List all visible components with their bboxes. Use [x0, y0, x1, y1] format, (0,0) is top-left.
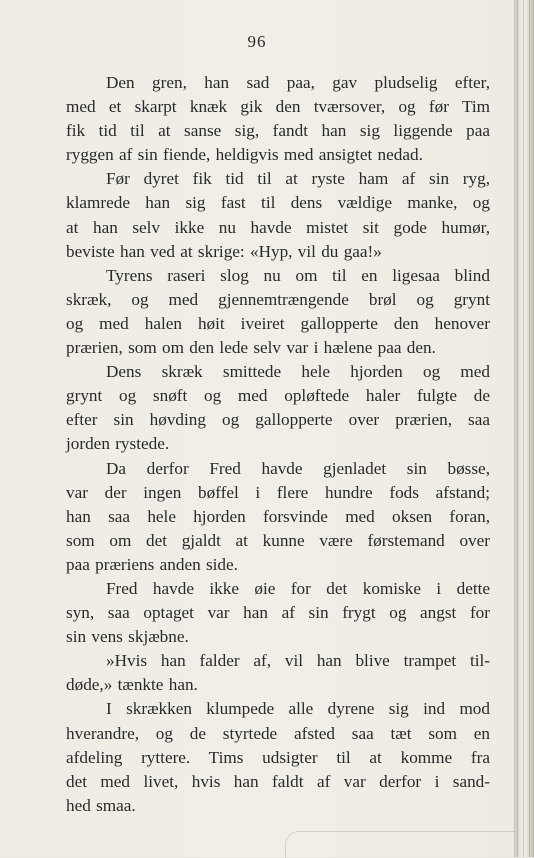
text-line: med et skarpt knæk gik den tværsover, og før Tim — [66, 97, 490, 117]
text-line: Den gren, han sad paa, gav pludselig efter, — [106, 73, 490, 92]
text-line: døde,» tænkte han. — [66, 675, 198, 695]
text-line: hed smaa. — [66, 795, 136, 815]
text-line: og med halen høit iveiret gallopperte den henover — [66, 313, 490, 333]
text-line: at han selv ikke nu havde mistet sit gode humør, — [66, 217, 490, 237]
text-line: det med livet, hvis han faldt af var derfor i sand- — [66, 771, 490, 791]
body-text — [66, 71, 490, 818]
text-line: skræk, og med gjennemtrængende brøl og grynt — [66, 289, 490, 309]
text-line: prærien, som om den lede selv var i hælene paa den. — [66, 338, 436, 358]
text-line: afdeling ryttere. Tims udsigter til at komme fra — [66, 747, 490, 767]
text-line: som om det gjaldt at kunne være førstemand over — [66, 530, 490, 550]
text-line: fik tid til at sanse sig, fandt han sig liggende paa — [66, 121, 490, 141]
text-line: hverandre, og de styrtede afsted saa tæt som en — [66, 723, 490, 743]
page-number: 96 — [247, 32, 267, 51]
text-line: Dens skræk smittede hele hjorden og med — [106, 362, 490, 382]
text-line: sin vens skjæbne. — [66, 627, 189, 647]
text-line: Da derfor Fred havde gjenladet sin bøsse, — [106, 458, 490, 478]
page-fold-mark — [285, 831, 516, 858]
page-edge — [514, 0, 534, 857]
edge-line — [529, 0, 530, 857]
text-line: syn, saa optaget var han af sin frygt og angst for — [66, 603, 490, 623]
text-line: paa præriens anden side. — [66, 554, 238, 574]
text-line: klamrede han sig fast til dens vældige manke, og — [66, 193, 490, 213]
text-line: »Hvis han falder af, vil han blive trampet til- — [106, 651, 490, 671]
text-line: Tyrens raseri slog nu om til en ligesaa blind — [106, 265, 490, 285]
text-line: I skrækken klumpede alle dyrene sig ind mod — [106, 699, 490, 719]
text-line: Før dyret fik tid til at ryste ham af sin ryg, — [106, 169, 490, 189]
edge-line — [523, 0, 524, 857]
text-line: efter sin høvding og gallopperte over prærien, saa — [66, 410, 490, 430]
text-line: Fred havde ikke øie for det komiske i dette — [106, 578, 490, 598]
edge-line — [517, 0, 518, 857]
text-line: ryggen af sin fiende, heldigvis med ansigtet nedad. — [66, 145, 423, 165]
text-line: grynt og snøft og med opløftede haler fulgte de — [66, 386, 490, 406]
text-line: var der ingen bøffel i flere hundre fods afstand; — [66, 482, 490, 502]
text-line: han saa hele hjorden forsvinde med oksen foran, — [66, 506, 490, 526]
text-line: jorden rystede. — [66, 434, 170, 454]
text-line: beviste han ved at skrige: «Hyp, vil du gaa!» — [66, 241, 382, 261]
